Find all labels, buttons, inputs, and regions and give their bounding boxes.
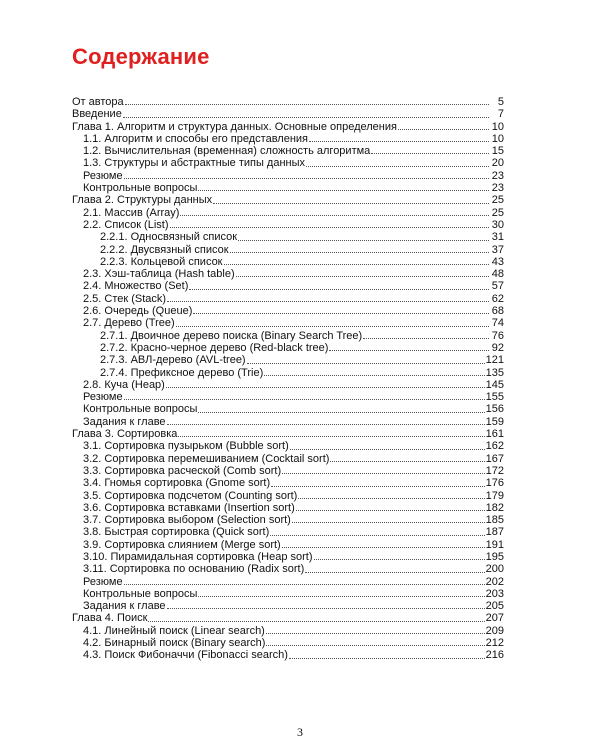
toc-entry <box>72 440 504 452</box>
toc-entry-page: 209 <box>485 624 504 637</box>
dot-leader <box>167 424 485 425</box>
toc-entry <box>72 244 504 256</box>
toc-entry-title: 3.5. Сортировка подсчетом (Counting sort) <box>83 489 298 502</box>
toc-entry-page: 30 <box>491 218 504 231</box>
toc-entry <box>72 600 504 612</box>
toc-entry-page: 179 <box>485 489 504 502</box>
toc-entry-page: 68 <box>491 305 504 318</box>
toc-entry <box>72 330 504 342</box>
dot-leader <box>193 313 489 314</box>
toc-entry <box>72 379 504 391</box>
toc-entry-page: 161 <box>485 428 504 441</box>
toc-entry-title: 3.3. Сортировка расческой (Comb sort) <box>83 464 282 477</box>
toc-entry-title: Резюме <box>83 169 123 182</box>
toc-entry <box>72 207 504 219</box>
toc-entry <box>72 145 504 157</box>
dot-leader <box>290 449 485 450</box>
toc-entry-page: 182 <box>485 501 504 514</box>
toc-entry-title: 1.1. Алгоритм и способы его представления <box>83 132 309 145</box>
toc-entry-title: 2.6. Очередь (Queue) <box>83 305 193 318</box>
dot-leader <box>296 510 485 511</box>
dot-leader <box>124 399 485 400</box>
toc-entry-page: 159 <box>485 415 504 428</box>
toc-entry-title: 3.9. Сортировка слиянием (Merge sort) <box>83 538 281 551</box>
toc-entry-page: 48 <box>491 268 504 281</box>
toc-entry-page: 212 <box>485 637 504 650</box>
toc-entry-page: 205 <box>485 600 504 613</box>
toc-entry-page: 25 <box>491 206 504 219</box>
toc-entry-title: Контрольные вопросы <box>83 587 198 600</box>
toc-entry-page: 145 <box>485 378 504 391</box>
toc-entry-title: Глава 4. Поиск <box>72 612 148 625</box>
dot-leader <box>125 104 489 105</box>
dot-leader <box>148 621 484 622</box>
dot-leader <box>198 412 484 413</box>
toc-entry-title: 3.2. Сортировка перемешиванием (Cocktail sort) <box>83 452 330 465</box>
toc-entry <box>72 612 504 624</box>
toc-entry-title: 4.1. Линейный поиск (Linear search) <box>83 624 265 637</box>
toc-entry-page: 162 <box>485 440 504 453</box>
dot-leader <box>266 645 484 646</box>
toc-entry <box>72 121 504 133</box>
dot-leader <box>282 547 485 548</box>
toc-entry <box>72 588 504 600</box>
toc-entry-page: 200 <box>485 563 504 576</box>
toc-entry <box>72 490 504 502</box>
toc-entry <box>72 416 504 428</box>
dot-leader <box>167 608 485 609</box>
toc-entry-title: Резюме <box>83 575 123 588</box>
toc-entry <box>72 293 504 305</box>
table-of-contents <box>72 96 504 662</box>
page-number: 3 <box>297 725 303 739</box>
toc-entry <box>72 526 504 538</box>
toc-entry-page: 202 <box>485 575 504 588</box>
dot-leader <box>178 436 484 437</box>
toc-entry <box>72 280 504 292</box>
toc-entry <box>72 157 504 169</box>
toc-entry-page: 203 <box>485 587 504 600</box>
toc-entry-title: 3.10. Пирамидальная сортировка (Heap sort) <box>83 550 313 563</box>
dot-leader <box>314 559 485 560</box>
dot-leader <box>180 215 489 216</box>
toc-entry-title: 3.7. Сортировка выбором (Selection sort) <box>83 514 291 527</box>
toc-entry-title: 1.3. Структуры и абстрактные типы данных <box>83 157 306 170</box>
dot-leader <box>266 633 485 634</box>
toc-entry-title: Глава 3. Сортировка <box>72 428 178 441</box>
toc-entry-title: 1.2. Вычислительная (временная) сложность алгоритма <box>83 145 371 158</box>
toc-entry-title: 2.2.1. Односвязный список <box>100 231 238 244</box>
dot-leader <box>363 338 489 339</box>
toc-entry-title: 2.7.1. Двоичное дерево поиска (Binary Search Tree) <box>100 329 363 342</box>
dot-leader <box>271 486 485 487</box>
dot-leader <box>170 227 489 228</box>
toc-entry-title: 2.8. Куча (Heap) <box>83 378 165 391</box>
dot-leader <box>329 350 489 351</box>
toc-entry-title: От автора <box>72 96 124 108</box>
toc-entry <box>72 268 504 280</box>
toc-entry <box>72 170 504 182</box>
toc-entry <box>72 231 504 243</box>
toc-entry <box>72 403 504 415</box>
toc-entry-page: 20 <box>491 157 504 170</box>
dot-leader <box>309 141 489 142</box>
toc-entry-title: 2.4. Множество (Set) <box>83 280 189 293</box>
dot-leader <box>305 572 484 573</box>
dot-leader <box>198 596 484 597</box>
toc-entry-page: 62 <box>491 292 504 305</box>
dot-leader <box>306 166 489 167</box>
toc-entry-title: 2.2.3. Кольцевой список <box>100 255 223 268</box>
toc-entry <box>72 551 504 563</box>
toc-entry <box>72 625 504 637</box>
toc-entry-page: 156 <box>485 403 504 416</box>
toc-entry-title: Задания к главе <box>83 600 166 613</box>
toc-entry <box>72 428 504 440</box>
toc-entry-title: 4.3. Поиск Фибоначчи (Fibonacci search) <box>83 649 288 662</box>
toc-entry-title: 2.2.2. Двусвязный список <box>100 243 229 256</box>
toc-entry-page: 25 <box>491 194 504 207</box>
toc-entry <box>72 219 504 231</box>
dot-leader <box>371 153 489 154</box>
dot-leader <box>189 289 489 290</box>
dot-leader <box>247 363 485 364</box>
toc-entry-page: 10 <box>491 132 504 145</box>
toc-entry-title: 2.7.3. АВЛ-дерево (AVL-tree) <box>100 354 246 367</box>
toc-entry-page: 23 <box>491 169 504 182</box>
dot-leader <box>176 326 489 327</box>
toc-entry-title: 3.1. Сортировка пузырьком (Bubble sort) <box>83 440 289 453</box>
toc-entry <box>72 108 504 120</box>
dot-leader <box>123 117 489 118</box>
toc-entry-title: Глава 1. Алгоритм и структура данных. Основные определения <box>72 120 397 133</box>
toc-entry-page: 31 <box>491 231 504 244</box>
toc-entry-page: 135 <box>485 366 504 379</box>
toc-entry-title: 3.8. Быстрая сортировка (Quick sort) <box>83 526 270 539</box>
toc-entry <box>72 342 504 354</box>
toc-entry-title: Резюме <box>83 391 123 404</box>
toc-entry-title: 2.7.4. Префиксное дерево (Trie) <box>100 366 264 379</box>
dot-leader <box>298 498 484 499</box>
toc-entry-page: 76 <box>491 329 504 342</box>
toc-entry <box>72 563 504 575</box>
page-title: Содержание <box>72 44 210 69</box>
toc-entry-title: 2.7. Дерево (Tree) <box>83 317 175 330</box>
toc-entry <box>72 514 504 526</box>
toc-entry <box>72 637 504 649</box>
toc-entry-page: 195 <box>485 550 504 563</box>
toc-entry-page: 43 <box>491 255 504 268</box>
toc-entry-title: Контрольные вопросы <box>83 403 198 416</box>
toc-entry-title: 3.11. Сортировка по основанию (Radix sort) <box>83 563 305 576</box>
toc-entry <box>72 317 504 329</box>
toc-entry-title: Контрольные вопросы <box>83 182 198 195</box>
toc-entry-page: 15 <box>491 145 504 158</box>
toc-entry-page: 191 <box>485 538 504 551</box>
toc-entry-page: 121 <box>485 354 504 367</box>
toc-entry-page: 74 <box>491 317 504 330</box>
dot-leader <box>236 276 489 277</box>
toc-entry-page: 155 <box>485 391 504 404</box>
dot-leader <box>198 190 489 191</box>
dot-leader <box>124 178 489 179</box>
toc-entry-page: 7 <box>497 108 504 121</box>
dot-leader <box>224 264 490 265</box>
toc-entry-title: 2.5. Стек (Stack) <box>83 292 167 305</box>
dot-leader <box>124 584 485 585</box>
toc-entry-title: Введение <box>72 108 122 121</box>
toc-entry <box>72 256 504 268</box>
dot-leader <box>282 473 485 474</box>
toc-entry <box>72 182 504 194</box>
dot-leader <box>166 387 485 388</box>
toc-entry <box>72 194 504 206</box>
toc-entry-title: 2.2. Список (List) <box>83 218 169 231</box>
dot-leader <box>213 203 489 204</box>
toc-entry <box>72 649 504 661</box>
toc-entry-title: Задания к главе <box>83 415 166 428</box>
toc-entry-page: 172 <box>485 464 504 477</box>
toc-entry-page: 10 <box>491 120 504 133</box>
toc-entry <box>72 477 504 489</box>
toc-entry-page: 176 <box>485 477 504 490</box>
toc-entry-title: 4.2. Бинарный поиск (Binary search) <box>83 637 266 650</box>
toc-entry-title: 2.1. Массив (Array) <box>83 206 180 219</box>
toc-entry-page: 23 <box>491 182 504 195</box>
toc-entry-page: 5 <box>497 96 504 108</box>
toc-entry-title: 3.4. Гномья сортировка (Gnome sort) <box>83 477 271 490</box>
toc-entry <box>72 133 504 145</box>
toc-entry <box>72 305 504 317</box>
dot-leader <box>238 240 489 241</box>
dot-leader <box>167 301 489 302</box>
dot-leader <box>292 522 485 523</box>
toc-entry-page: 37 <box>491 243 504 256</box>
dot-leader <box>398 129 489 130</box>
toc-entry <box>72 367 504 379</box>
toc-entry-page: 187 <box>485 526 504 539</box>
toc-entry-page: 57 <box>491 280 504 293</box>
toc-entry <box>72 465 504 477</box>
toc-entry-page: 207 <box>485 612 504 625</box>
toc-entry <box>72 391 504 403</box>
toc-entry-page: 92 <box>491 341 504 354</box>
dot-leader <box>264 375 484 376</box>
dot-leader <box>289 658 485 659</box>
toc-entry-title: 2.3. Хэш-таблица (Hash table) <box>83 268 235 281</box>
toc-entry <box>72 539 504 551</box>
toc-entry-page: 185 <box>485 514 504 527</box>
dot-leader <box>270 535 484 536</box>
toc-entry-title: 3.6. Сортировка вставками (Insertion sort) <box>83 501 295 514</box>
toc-entry <box>72 96 504 108</box>
toc-entry <box>72 453 504 465</box>
toc-entry-title: Глава 2. Структуры данных <box>72 194 213 207</box>
toc-entry-page: 167 <box>485 452 504 465</box>
dot-leader <box>330 461 484 462</box>
toc-entry-title: 2.7.2. Красно-черное дерево (Red-black tree) <box>100 341 329 354</box>
dot-leader <box>230 252 489 253</box>
toc-entry <box>72 576 504 588</box>
toc-entry <box>72 354 504 366</box>
toc-entry <box>72 502 504 514</box>
toc-entry-page: 216 <box>485 649 504 662</box>
